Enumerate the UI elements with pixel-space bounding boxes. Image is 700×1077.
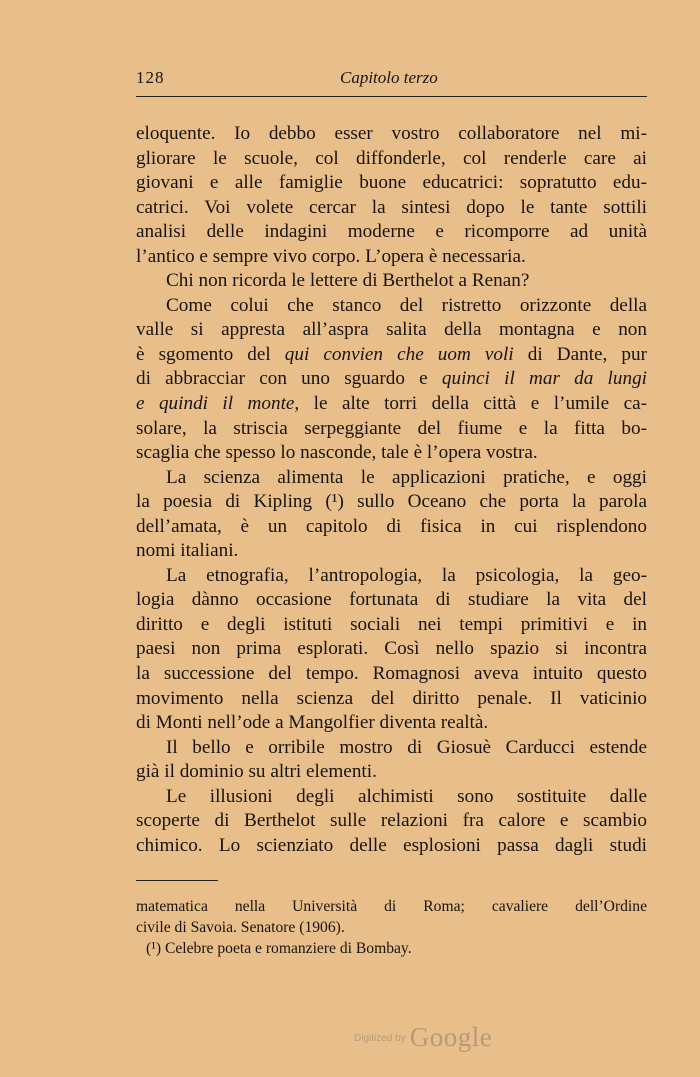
text-line: eloquente. Io debbo esser vostro collaboratore nel mi- xyxy=(136,123,647,144)
footnote-line: matematica nella Università di Roma; cavaliere dell’Ordine xyxy=(136,898,647,915)
text-line xyxy=(136,343,647,368)
text-line: Chi non ricorda le lettere di Berthelot a Renan? xyxy=(166,270,530,292)
page-number: 128 xyxy=(136,68,165,87)
text-line: la poesia di Kipling (¹) sullo Oceano che porta la parola xyxy=(136,491,647,513)
italic-quote: quinci il mar da lungi xyxy=(441,368,647,390)
text-line: Come colui che stanco del ristretto orizzonte della xyxy=(166,294,647,316)
text-line: dell’amata, è un capitolo di fisica in cui risplendono xyxy=(136,515,647,537)
text-line: giovani e alle famiglie buone educatrici: sopratutto edu- xyxy=(136,172,647,194)
body-text xyxy=(136,122,647,858)
google-logo: Google xyxy=(409,1022,493,1052)
italic-quote: qui convien che uom voli xyxy=(284,343,514,365)
watermark-prefix: Digitized by xyxy=(354,1033,406,1044)
text-line: diritto e degli istituti sociali nei tempi primitivi e in xyxy=(136,613,647,635)
footnote-line: (¹) Celebre poeta e romanziere di Bombay. xyxy=(146,940,412,957)
text-line: Il bello e orribile mostro di Giosuè Carducci estende xyxy=(166,736,647,758)
text-line: paesi non prima esplorati. Così nello spazio si incontra xyxy=(136,638,647,660)
footnotes xyxy=(136,896,647,959)
text-line: solare, la striscia serpeggiante del fiume e la fitta bo- xyxy=(136,417,647,439)
footnote-rule xyxy=(136,880,218,881)
text-segment: le alte torri della città e l’umile ca- xyxy=(299,393,648,415)
text-line: La etnografia, l’antropologia, la psicologia, la geo- xyxy=(166,564,647,586)
text-line xyxy=(136,392,647,417)
text-line xyxy=(136,367,647,392)
text-segment: è sgomento del xyxy=(136,343,285,365)
text-line: logia dànno occasione fortunata di studiare la vita del xyxy=(136,589,647,611)
text-line: catrici. Voi volete cercar la sintesi dopo le tante sottili xyxy=(136,196,647,218)
text-line: di Monti nell’ode a Mangolfier diventa realtà. xyxy=(136,712,489,734)
text-line: gliorare le scuole, col diffonderle, col renderle care ai xyxy=(136,147,647,169)
text-line: Le illusioni degli alchimisti sono sostituite dalle xyxy=(166,785,647,807)
google-watermark xyxy=(354,1022,492,1062)
running-header xyxy=(136,66,647,97)
text-line: chimico. Lo scienziato delle esplosioni passa dagli studi xyxy=(136,834,647,856)
text-line: valle si appresta all’aspra salita della montagna e non xyxy=(136,319,647,341)
text-line: movimento nella scienza del diritto penale. Il vaticinio xyxy=(136,687,647,709)
text-segment: di abbracciar con uno sguardo e xyxy=(136,368,442,390)
running-title: Capitolo terzo xyxy=(340,68,438,87)
text-line: nomi italiani. xyxy=(136,540,239,562)
text-segment: di Dante, pur xyxy=(513,343,648,365)
text-line: La scienza alimenta le applicazioni pratiche, e oggi xyxy=(166,466,647,488)
text-line: la successione del tempo. Romagnosi aveva intuito questo xyxy=(136,663,647,685)
text-line: l’antico e sempre vivo corpo. L’opera è necessaria. xyxy=(136,245,526,267)
text-line: scoperte di Berthelot sulle relazioni fra calore e scambio xyxy=(136,810,647,832)
footnote-line: civile di Savoia. Senatore (1906). xyxy=(136,919,345,936)
text-line: già il dominio su altri elementi. xyxy=(136,761,377,783)
italic-quote: e quindi il monte, xyxy=(136,393,300,415)
text-line: analisi delle indagini moderne e ricomporre ad unità xyxy=(136,221,647,243)
text-line: scaglia che spesso lo nasconde, tale è l’opera vostra. xyxy=(136,442,538,464)
